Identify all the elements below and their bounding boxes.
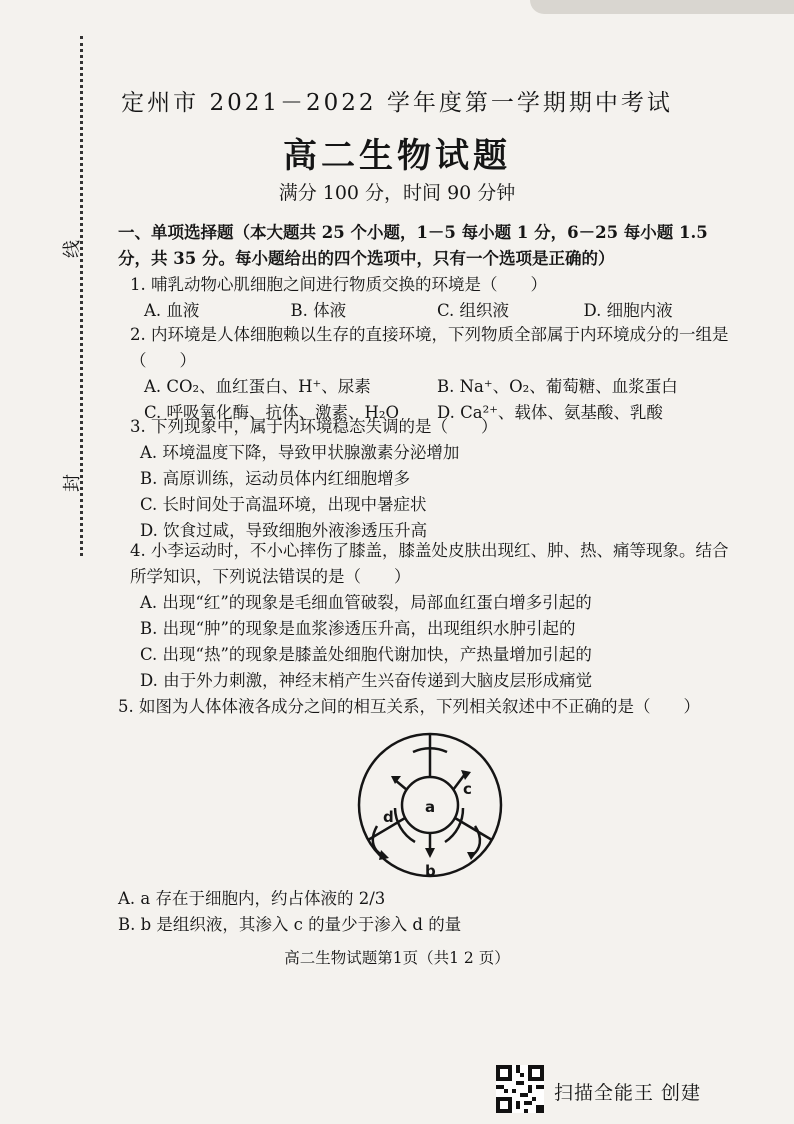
option-a: A. 血液 <box>144 301 200 320</box>
option-b: B. b 是组织液，其渗入 c 的量少于渗入 d 的量 <box>118 915 462 934</box>
label-a: a <box>425 798 436 816</box>
scanner-watermark: 扫描全能王 创建 <box>554 1082 702 1104</box>
question-3 <box>130 414 730 544</box>
label-c: c <box>463 780 472 798</box>
label-b: b <box>425 862 436 880</box>
option-a: A. CO₂、血红蛋白、H⁺、尿素 <box>144 377 371 396</box>
question-5-options <box>118 886 738 938</box>
page-footer: 高二生物试题第1页（共1 2 页） <box>284 949 510 967</box>
margin-char-seal: 封 <box>62 474 83 492</box>
question-2 <box>130 322 730 426</box>
option-a: A. 出现“红”的现象是毛细血管破裂，局部血红蛋白增多引起的 <box>140 593 592 612</box>
option-b: B. 出现“肿”的现象是血浆渗透压升高，出现组织水肿引起的 <box>140 619 576 638</box>
question-stem: 4. 小李运动时，不小心摔伤了膝盖，膝盖处皮肤出现红、肿、热、痛等现象。结合所学知识，下列说法错误的是（ ） <box>130 541 729 586</box>
option-b: B. 高原训练，运动员体内红细胞增多 <box>140 469 411 488</box>
question-5 <box>118 694 738 720</box>
option-a: A. a 存在于细胞内，约占体液的 2/3 <box>118 889 386 908</box>
option-d: D. 饮食过咸，导致细胞外液渗透压升高 <box>140 521 428 540</box>
question-stem: 3. 下列现象中，属于内环境稳态失调的是（ ） <box>130 417 498 436</box>
scan-edge-shadow <box>530 0 794 14</box>
arc-right <box>445 808 463 842</box>
option-c: C. 呼吸氧化酶、抗体、激素、H₂O <box>144 403 400 422</box>
margin-char-line: 线 <box>62 240 83 258</box>
option-c: C. 组织液 <box>437 301 510 320</box>
exam-title: 定州市 2021－2022 学年度第一学期期中考试 <box>121 90 673 116</box>
option-b: B. Na⁺、O₂、葡萄糖、血浆蛋白 <box>437 377 678 396</box>
question-stem: 5. 如图为人体体液各成分之间的相互关系，下列相关叙述中不正确的是（ ） <box>118 697 700 716</box>
option-a: A. 环境温度下降，导致甲状腺激素分泌增加 <box>140 443 460 462</box>
arrow-head-lower-left <box>379 850 389 860</box>
score-time-line: 满分 100 分，时间 90 分钟 <box>278 182 516 204</box>
question-stem: 1. 哺乳动物心肌细胞之间进行物质交换的环境是（ ） <box>130 275 547 294</box>
question-4 <box>130 538 730 694</box>
option-c: C. 长时间处于高温环境，出现中暑症状 <box>140 495 427 514</box>
option-b: B. 体液 <box>290 301 347 320</box>
option-d: D. Ca²⁺、载体、氨基酸、乳酸 <box>437 403 663 422</box>
label-d: d <box>383 808 394 826</box>
body-fluid-diagram <box>355 730 505 880</box>
option-d: D. 由于外力刺激，神经末梢产生兴奋传递到大脑皮层形成痛觉 <box>140 671 593 690</box>
option-d: D. 细胞内液 <box>583 301 673 320</box>
option-c: C. 出现“热”的现象是膝盖处细胞代谢加快，产热量增加引起的 <box>140 645 592 664</box>
question-1 <box>130 272 730 324</box>
arrow-head-b <box>425 848 435 858</box>
qr-code-icon <box>496 1065 544 1113</box>
question-stem: 2. 内环境是人体细胞赖以生存的直接环境，下列物质全部属于内环境成分的一组是（ ） <box>130 325 729 370</box>
subject-title: 高二生物试题 <box>283 136 511 176</box>
section-heading: 一、单项选择题（本大题共 25 个小题，1－5 每小题 1 分，6－25 每小题 1.5 分，共 35 分。每小题给出的四个选项中，只有一个选项是正确的） <box>118 223 708 268</box>
